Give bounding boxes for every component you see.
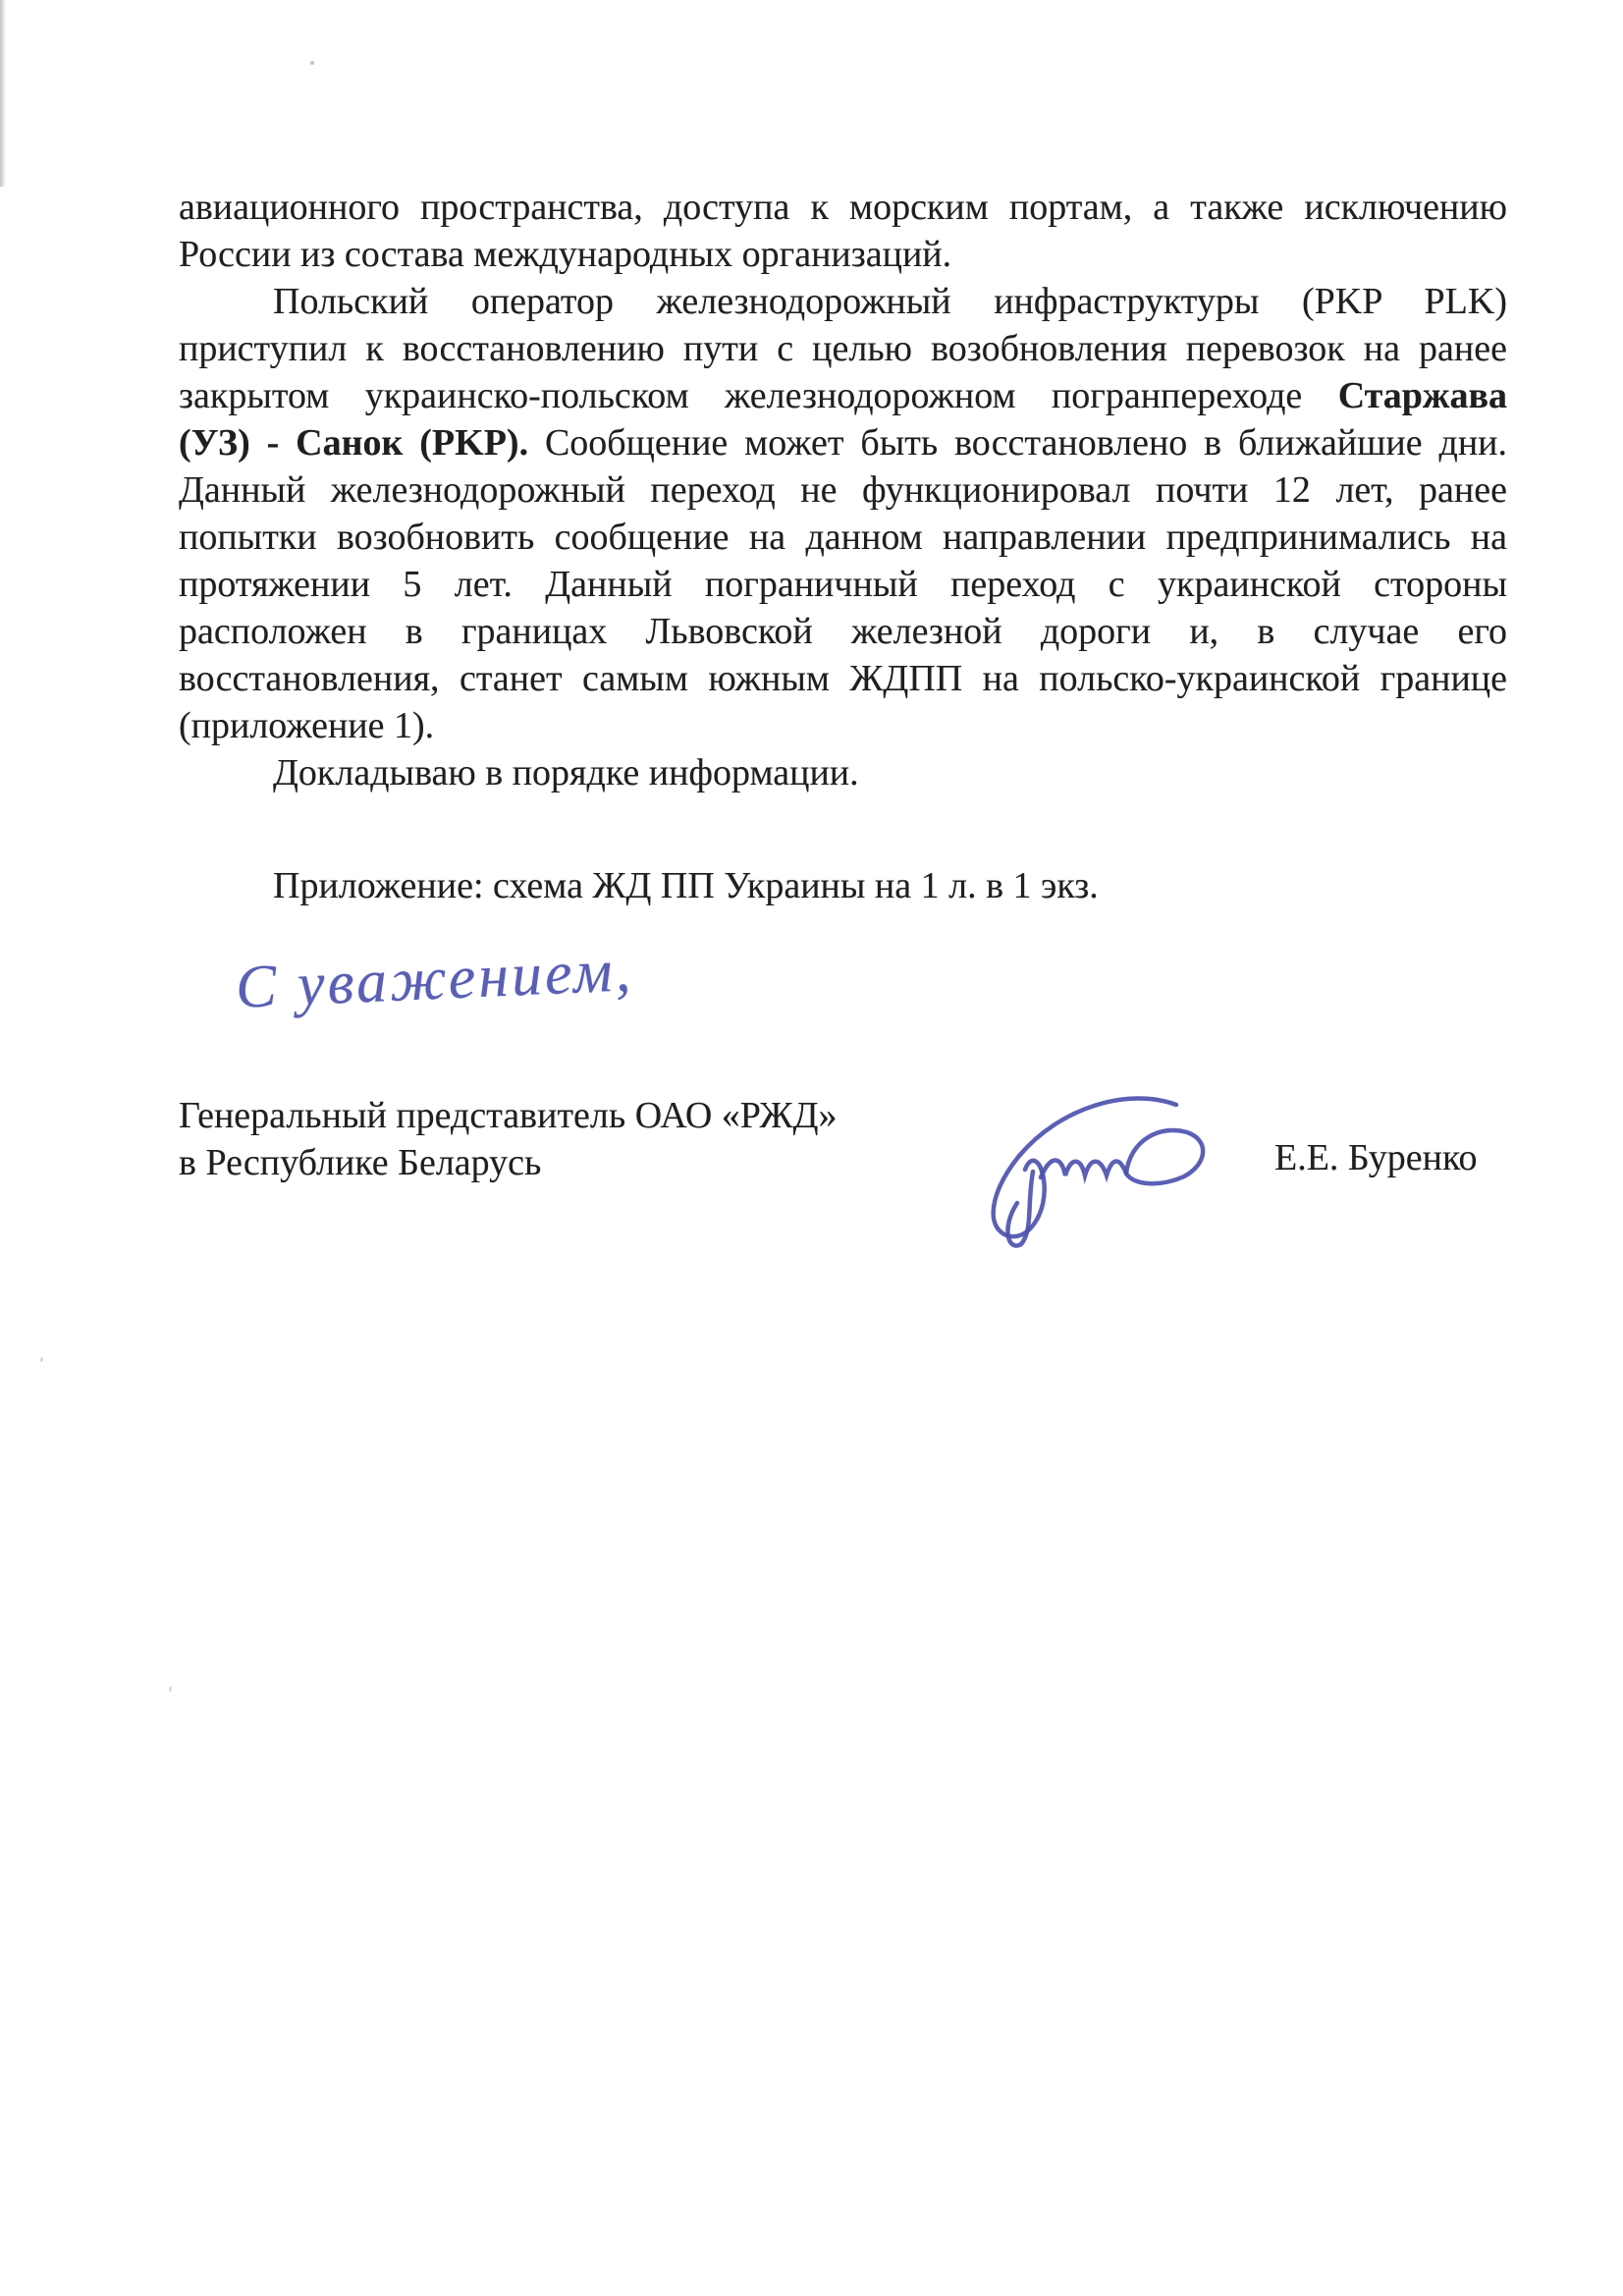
scan-edge-shadow [0,0,6,187]
body-line: Данный железнодорожный переход не функционировал почти 12 лет, ранее [179,469,1507,511]
body-line: (УЗ) - Санок (PKP). Сообщение может быть восстановлено в ближайшие дни. [179,422,1507,464]
body-line: восстановления, станет самым южным ЖДПП на польско-украинской границе [179,658,1507,699]
body-line: закрытом украинско-польском железнодорожном погранпереходе Старжава [179,375,1507,416]
letter-body [179,184,1507,796]
body-line: расположен в границах Львовской железной дороги и, в случае его [179,611,1507,652]
body-line: (приложение 1). [179,705,435,746]
body-line: России из состава международных организаций. [179,234,952,275]
attachment-line: Приложение: схема ЖД ПП Украины на 1 л. в 1 экз. [273,865,1099,906]
signature-title-line2: в Республике Беларусь [179,1142,542,1183]
signature-title-block [179,1092,838,1186]
scan-speck [310,61,314,65]
handwritten-closing: С уважением, [234,937,635,1021]
signature-flourish [962,1085,1222,1257]
scan-speck [40,1357,43,1362]
body-line: приступил к восстановлению пути с целью возобновления перевозок на ранее [179,328,1507,369]
signer-name: Е.Е. Буренко [1274,1137,1478,1178]
signature-title-line1: Генеральный представитель ОАО «РЖД» [179,1095,838,1136]
body-line: попытки возобновить сообщение на данном направлении предпринимались на [179,517,1507,558]
body-line: Докладываю в порядке информации. [273,752,859,793]
body-line: авиационного пространства, доступа к морским портам, а также исключению [179,187,1507,228]
body-line: протяжении 5 лет. Данный пограничный переход с украинской стороны [179,564,1507,605]
body-line: Польский оператор железнодорожный инфраструктуры (PKP PLK) [273,281,1507,322]
scan-speck [169,1686,172,1692]
